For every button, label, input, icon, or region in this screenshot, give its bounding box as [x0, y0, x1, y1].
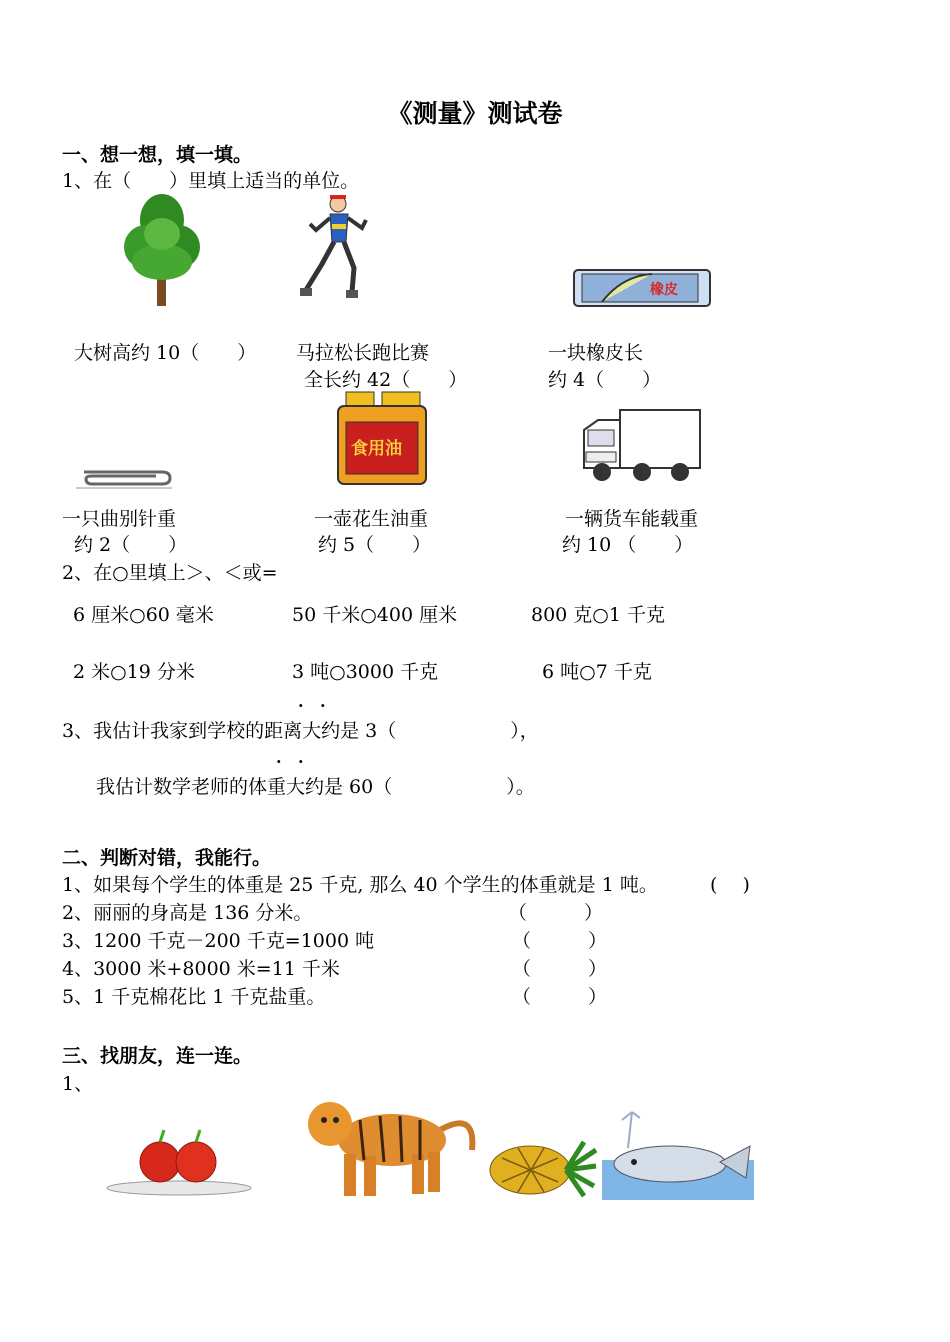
runner-image	[296, 190, 376, 308]
item-tree-line1: 大树高约 10（ ）	[74, 342, 257, 364]
emphasis-dot: ·	[298, 696, 304, 715]
pineapple-image	[488, 1136, 598, 1200]
judge-item-3: 3、1200 千克－200 千克=1000 吨	[62, 930, 375, 952]
q3-line2: 我估计数学老师的体重大约是 60（ ）。	[96, 776, 535, 798]
compare-item: 50 千米○400 厘米	[292, 604, 458, 626]
judge-blank-2: （ ）	[508, 902, 604, 924]
emphasis-dot: ·	[276, 752, 282, 771]
item-paperclip-line2: 约 2（ ）	[74, 534, 188, 556]
apples-image	[104, 1124, 254, 1198]
item-marathon-line2: 全长约 42（ ）	[304, 369, 468, 391]
paperclip-image	[74, 464, 174, 492]
emphasis-dot: ·	[320, 696, 326, 715]
oil-label: 食用油	[351, 439, 402, 459]
tree-image	[120, 192, 205, 308]
item-marathon-line1: 马拉松长跑比赛	[296, 342, 430, 364]
compare-item: 3 吨○3000 千克	[292, 661, 439, 683]
compare-item: 6 吨○7 千克	[542, 661, 652, 683]
judge-item-2: 2、丽丽的身高是 136 分米。	[62, 902, 313, 924]
item-truck-line2: 约 10 （ ）	[562, 534, 694, 556]
judge-blank-5: （ ）	[512, 986, 608, 1008]
q3-line1: 3、我估计我家到学校的距离大约是 3（ ），	[62, 720, 539, 742]
eraser-image	[572, 266, 712, 310]
item-eraser-line2: 约 4（ ）	[548, 369, 662, 391]
compare-item: 800 克○1 千克	[531, 604, 666, 626]
item-oil-line1: 一壶花生油重	[314, 508, 429, 530]
section-2-heading: 二、判断对错，我能行。	[62, 847, 272, 869]
section-1-heading: 一、想一想，填一填。	[62, 144, 253, 166]
eraser-label: 橡皮	[650, 282, 678, 298]
judge-item-4: 4、3000 米+8000 米=11 千米	[62, 958, 340, 980]
oil-jug-image	[334, 388, 430, 488]
q1-prompt: 1、在（ ）里填上适当的单位。	[62, 170, 360, 192]
compare-item: 2 米○19 分米	[73, 661, 195, 683]
emphasis-dot: ·	[298, 752, 304, 771]
judge-item-1: 1、如果每个学生的体重是 25 千克, 那么 40 个学生的体重就是 1 吨。	[62, 874, 658, 896]
judge-item-5: 5、1 千克棉花比 1 千克盐重。	[62, 986, 326, 1008]
judge-blank-1: ( )	[710, 874, 750, 896]
q2-prompt: 2、在○里填上＞、＜或=	[62, 562, 278, 584]
item-eraser-line1: 一块橡皮长	[548, 342, 644, 364]
compare-item: 6 厘米○60 毫米	[73, 604, 214, 626]
tiger-image	[300, 1090, 480, 1202]
truck-image	[580, 406, 704, 486]
page-title: 《测量》测试卷	[387, 99, 563, 128]
item-truck-line1: 一辆货车能载重	[565, 508, 699, 530]
item-paperclip-line1: 一只曲别针重	[62, 508, 177, 530]
judge-blank-3: （ ）	[512, 930, 608, 952]
s3-q1-label: 1、	[62, 1073, 94, 1095]
section-3-heading: 三、找朋友，连一连。	[62, 1045, 253, 1067]
judge-blank-4: （ ）	[512, 958, 608, 980]
item-oil-line2: 约 5（ ）	[318, 534, 432, 556]
whale-image	[600, 1106, 756, 1200]
